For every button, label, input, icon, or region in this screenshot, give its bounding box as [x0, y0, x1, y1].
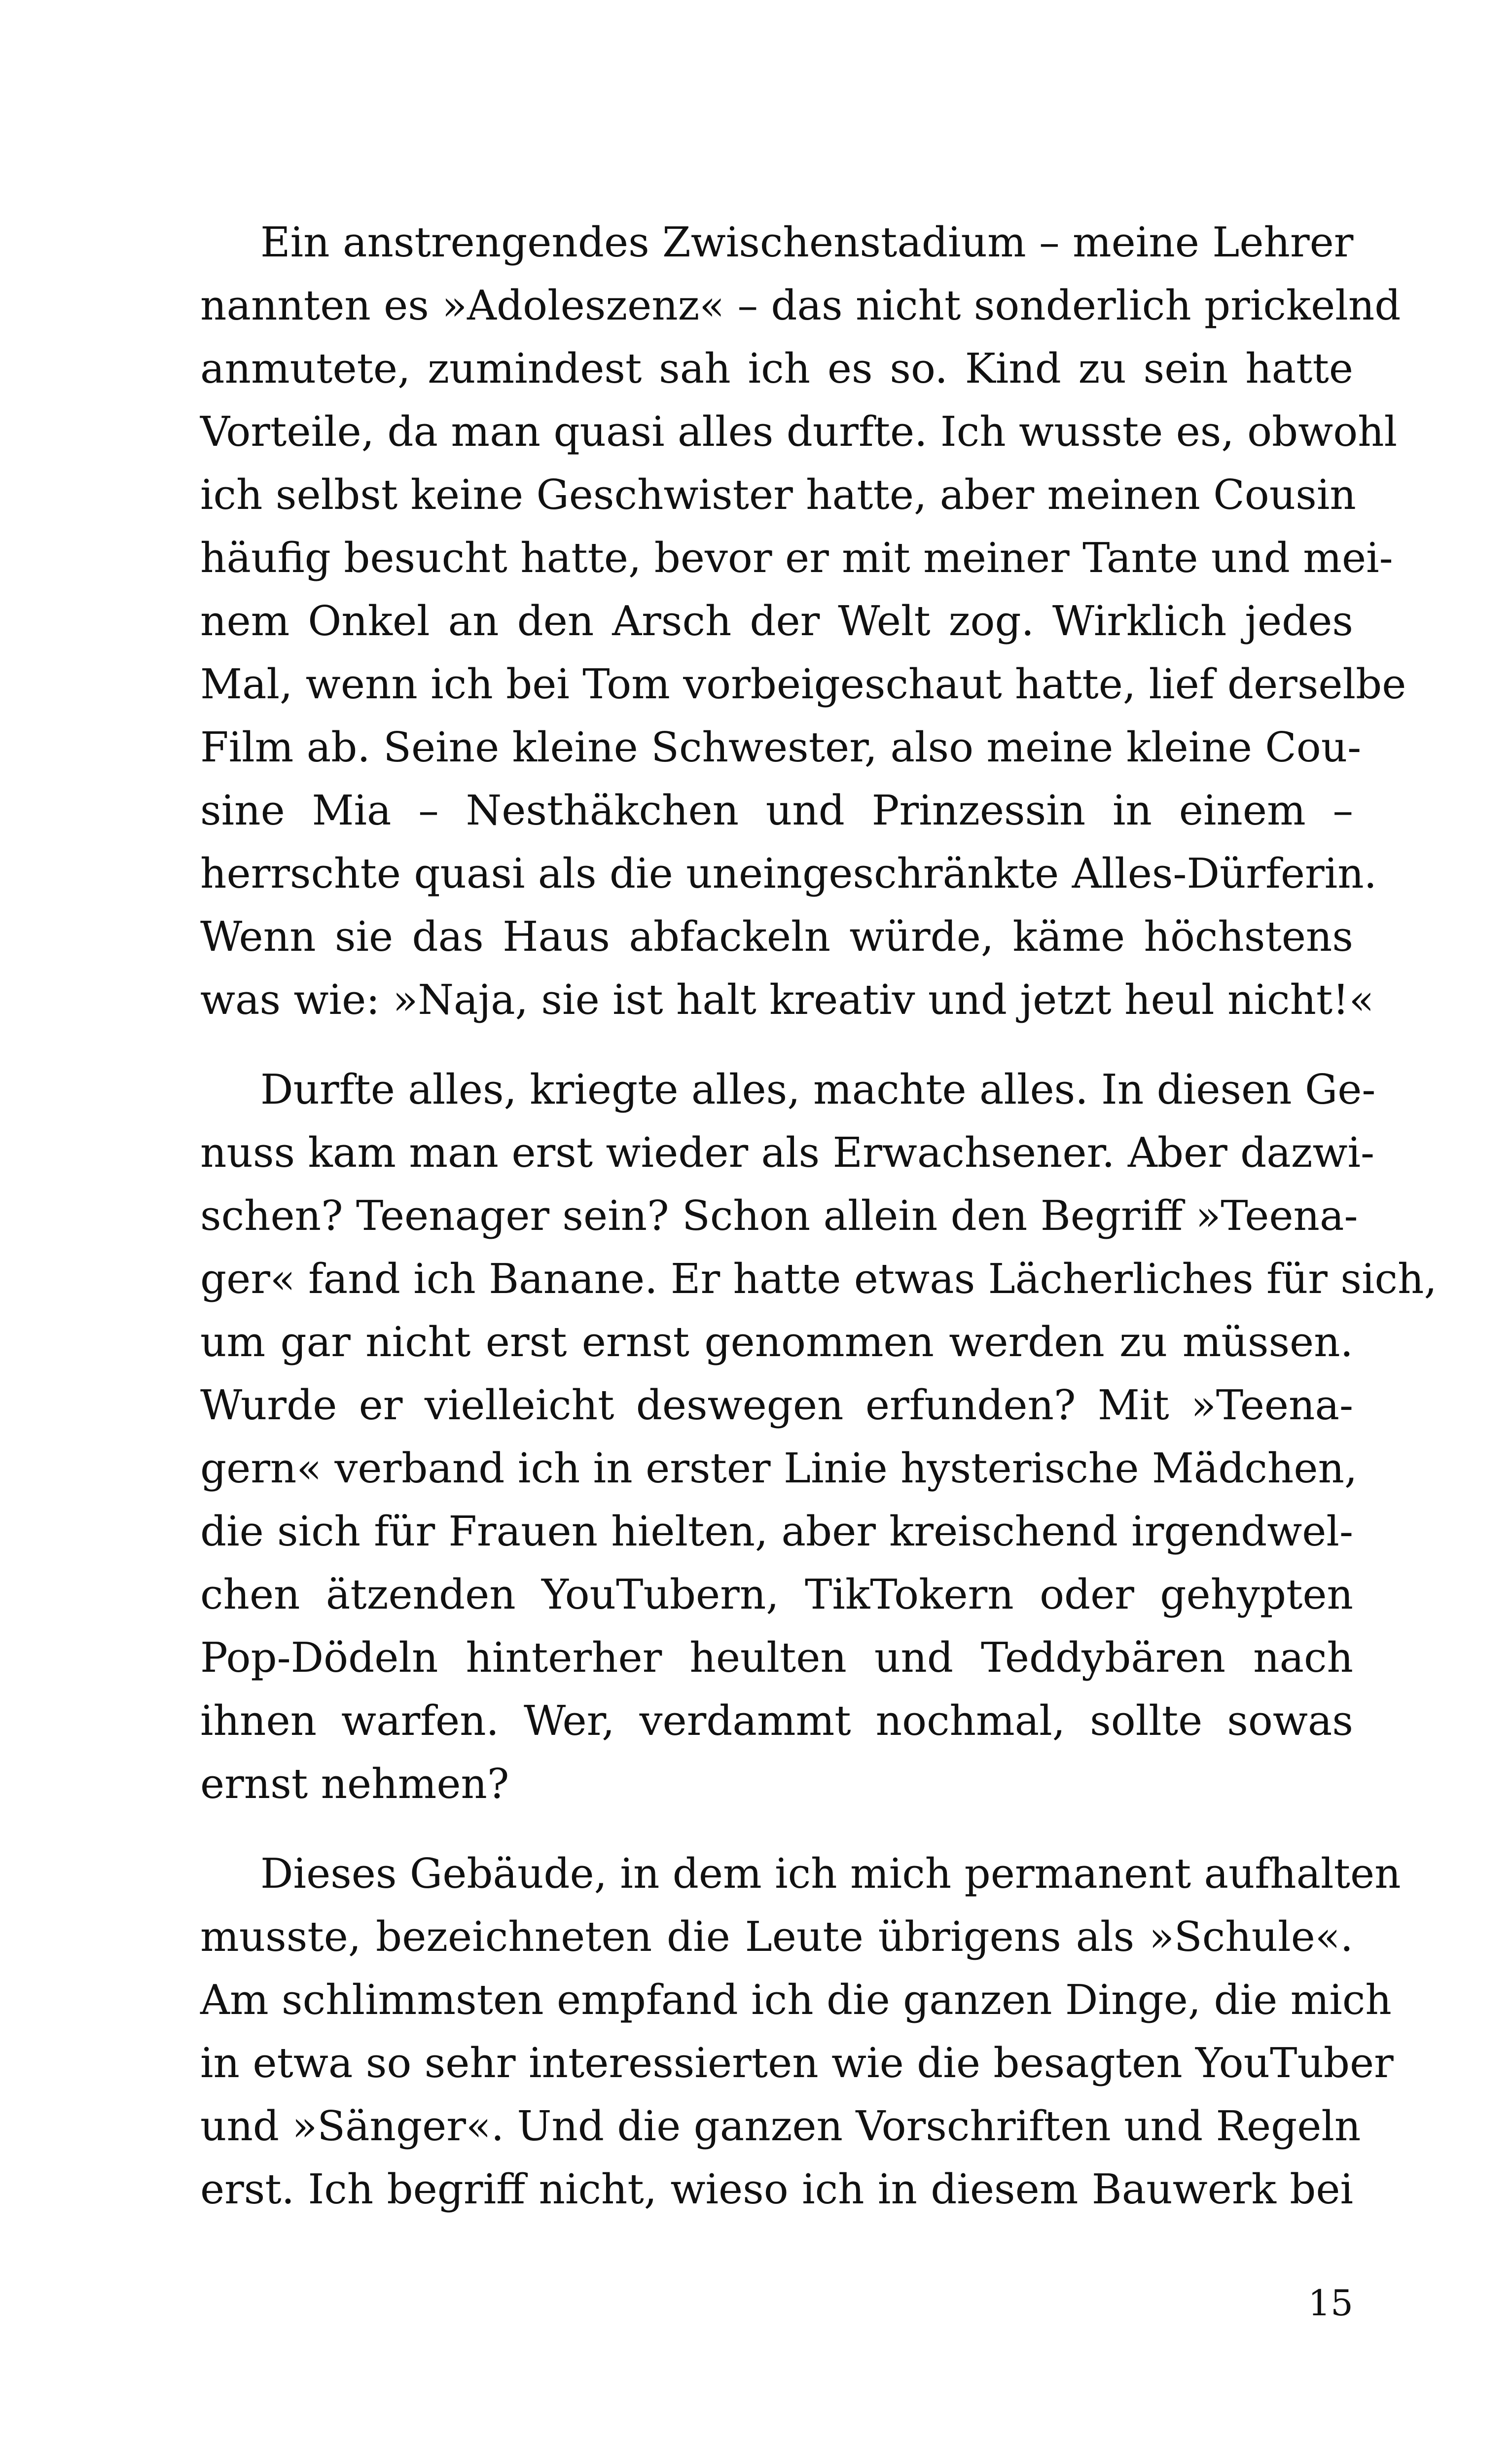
- text-line: Dieses Gebäude, in dem ich mich permanent aufhalten: [260, 1850, 1401, 1898]
- text-line: Am schlimmsten empfand ich die ganzen Dinge, die mich: [200, 1976, 1392, 2024]
- text-line: Pop-Dödeln hinterher heulten und Teddybären nach: [200, 1634, 1353, 1682]
- text-line: nannten es »Adoleszenz« – das nicht sonderlich prickelnd: [200, 282, 1401, 329]
- text-line: ihnen warfen. Wer, verdammt nochmal, sollte sowas: [200, 1697, 1353, 1745]
- text-line: gern« verband ich in erster Linie hysterische Mädchen,: [200, 1444, 1358, 1492]
- text-line: und »Sänger«. Und die ganzen Vorschriften und Regeln: [200, 2102, 1361, 2150]
- text-line: in etwa so sehr interessierten wie die besagten YouTuber: [200, 2039, 1394, 2087]
- body-text: [200, 211, 1437, 2248]
- paragraph-1: [200, 211, 1406, 1032]
- text-line: nuss kam man erst wieder als Erwachsener. Aber dazwi-: [200, 1129, 1375, 1177]
- text-line: um gar nicht erst ernst genommen werden zu müssen.: [200, 1318, 1353, 1366]
- text-line: Wurde er vielleicht deswegen erfunden? Mit »Teena-: [200, 1381, 1353, 1429]
- text-line: erst. Ich begriff nicht, wieso ich in diesem Bauwerk bei: [200, 2165, 1353, 2213]
- paragraph-3: [200, 1842, 1401, 2221]
- text-line: was wie: »Naja, sie ist halt kreativ und jetzt heul nicht!«: [200, 976, 1374, 1024]
- text-line: ger« fand ich Banane. Er hatte etwas Lächerliches für sich,: [200, 1255, 1437, 1303]
- text-line: Durfte alles, kriegte alles, machte alles. In diesen Ge-: [260, 1066, 1376, 1114]
- page-number: 15: [1308, 2282, 1353, 2324]
- paragraph-2: [200, 1058, 1437, 1816]
- text-line: Ein anstrengendes Zwischenstadium – meine Lehrer: [260, 218, 1354, 266]
- text-line: nem Onkel an den Arsch der Welt zog. Wirklich jedes: [200, 597, 1353, 645]
- text-line: ich selbst keine Geschwister hatte, aber meinen Cousin: [200, 471, 1356, 519]
- text-line: schen? Teenager sein? Schon allein den Begriff »Teena-: [200, 1192, 1358, 1240]
- text-line: ernst nehmen?: [200, 1760, 509, 1808]
- text-line: Film ab. Seine kleine Schwester, also meine kleine Cou-: [200, 723, 1362, 771]
- text-line: Wenn sie das Haus abfackeln würde, käme höchstens: [200, 913, 1353, 961]
- text-line: die sich für Frauen hielten, aber kreischend irgendwel-: [200, 1508, 1353, 1555]
- text-line: Mal, wenn ich bei Tom vorbeigeschaut hatte, lief derselbe: [200, 660, 1406, 708]
- text-line: Vorteile, da man quasi alles durfte. Ich wusste es, obwohl: [200, 408, 1398, 456]
- text-line: chen ätzenden YouTubern, TikTokern oder gehypten: [200, 1571, 1353, 1618]
- text-line: anmutete, zumindest sah ich es so. Kind zu sein hatte: [200, 345, 1353, 393]
- text-line: herrschte quasi als die uneingeschränkte Alles-Dürferin.: [200, 850, 1377, 898]
- text-line: musste, bezeichneten die Leute übrigens als »Schule«.: [200, 1913, 1353, 1961]
- text-line: sine Mia – Nesthäkchen und Prinzessin in einem –: [200, 787, 1353, 834]
- text-line: häufig besucht hatte, bevor er mit meiner Tante und mei-: [200, 534, 1393, 582]
